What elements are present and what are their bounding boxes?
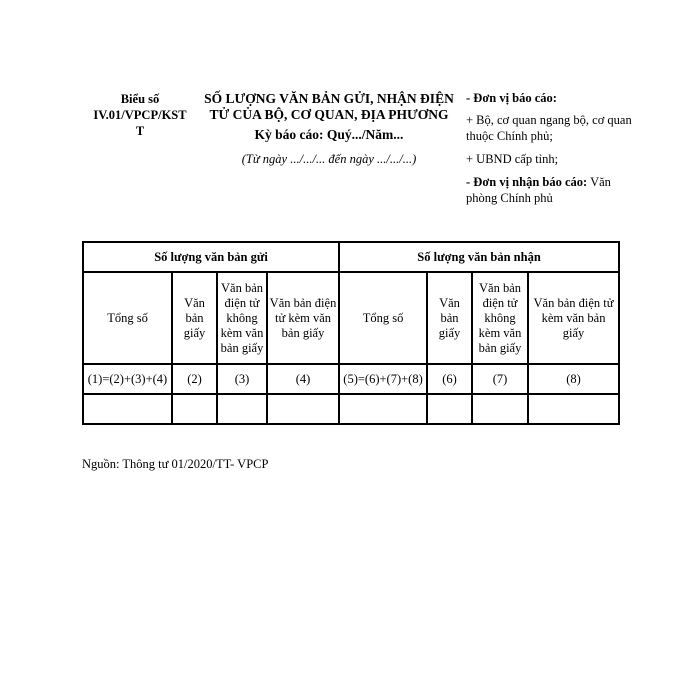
- units-block: [466, 90, 636, 206]
- column-header-row: [83, 272, 619, 364]
- report-table: [82, 241, 620, 425]
- source-note: Nguồn: Thông tư 01/2020/TT- VPCP: [82, 457, 269, 471]
- data-cell: [217, 394, 267, 424]
- column-header: Văn bản điện tử kèm văn bản giấy: [267, 272, 339, 364]
- column-header: Văn bản điện tử không kèm văn bản giấy: [472, 272, 528, 364]
- reporting-unit-item: + Bộ, cơ quan ngang bộ, cơ quan thuộc Chính phủ;: [466, 113, 632, 143]
- index-cell: (8): [528, 364, 619, 394]
- data-row: [83, 394, 619, 424]
- index-cell: (2): [172, 364, 217, 394]
- form-code: [88, 91, 192, 139]
- report-title-line: TỬ CỦA BỘ, CƠ QUAN, ĐỊA PHƯƠNG: [209, 107, 449, 122]
- index-cell: (4): [267, 364, 339, 394]
- data-cell: [83, 394, 172, 424]
- title-block: [196, 91, 462, 167]
- index-cell: (1)=(2)+(3)+(4): [83, 364, 172, 394]
- column-header: Tổng số: [339, 272, 427, 364]
- group-header-row: [83, 242, 619, 272]
- reporting-unit-item: + UBND cấp tỉnh;: [466, 152, 559, 166]
- form-code-line: T: [135, 124, 145, 138]
- receiving-unit-value: Văn phòng Chính phủ: [466, 175, 611, 205]
- column-header: Văn bản giấy: [172, 272, 217, 364]
- index-cell: (3): [217, 364, 267, 394]
- index-cell: (7): [472, 364, 528, 394]
- data-cell: [172, 394, 217, 424]
- index-row: [83, 364, 619, 394]
- data-cell: [427, 394, 472, 424]
- index-cell: (6): [427, 364, 472, 394]
- group-header-sent: Số lượng văn bản gửi: [83, 242, 339, 272]
- reporting-period: Kỳ báo cáo: Quý.../Năm...: [254, 127, 404, 142]
- column-header: Tổng số: [83, 272, 172, 364]
- form-code-line: IV.01/VPCP/KST: [93, 108, 187, 122]
- column-header: Văn bản điện tử không kèm văn bản giấy: [217, 272, 267, 364]
- date-range: (Từ ngày .../.../... đến ngày .../.../...): [241, 152, 417, 166]
- column-header: Văn bản điện tử kèm văn bản giấy: [528, 272, 619, 364]
- group-header-received: Số lượng văn bản nhận: [339, 242, 619, 272]
- data-cell: [528, 394, 619, 424]
- report-title: [196, 91, 462, 123]
- receiving-unit-label: - Đơn vị nhận báo cáo:: [466, 175, 588, 189]
- receiving-unit: [466, 174, 636, 206]
- index-cell: (5)=(6)+(7)+(8): [339, 364, 427, 394]
- column-header: Văn bản giấy: [427, 272, 472, 364]
- form-code-line: Biểu số: [120, 92, 160, 106]
- reporting-unit-label: - Đơn vị báo cáo:: [466, 91, 557, 105]
- data-cell: [472, 394, 528, 424]
- data-cell: [339, 394, 427, 424]
- data-cell: [267, 394, 339, 424]
- report-title-line: SỐ LƯỢNG VĂN BẢN GỬI, NHẬN ĐIỆN: [204, 91, 454, 106]
